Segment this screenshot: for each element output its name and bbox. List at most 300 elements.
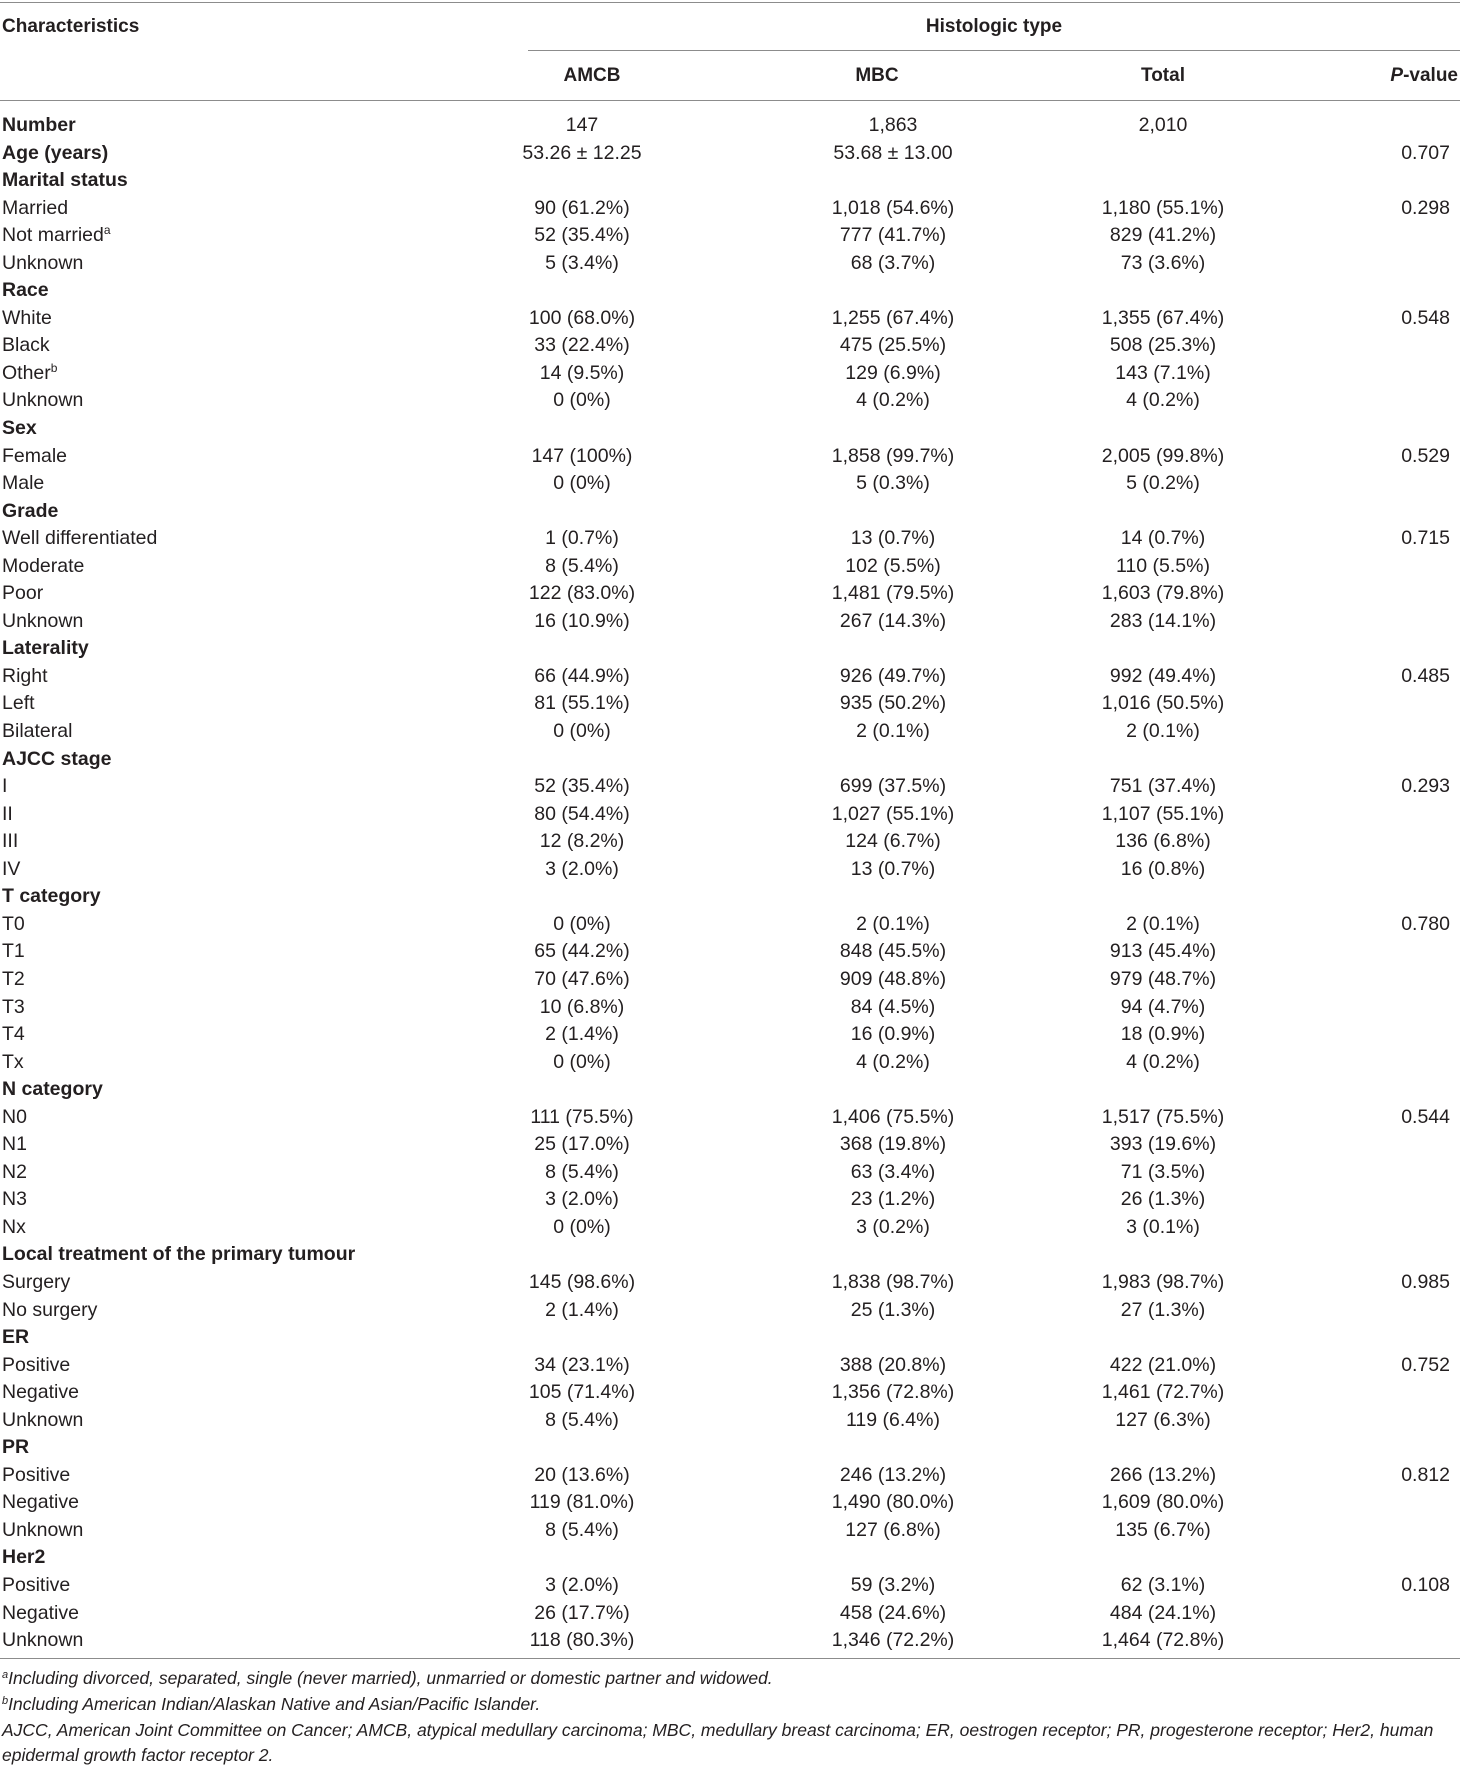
cell-value: 102 (5.5%) [845,554,941,577]
footnote-a [2,1668,773,1689]
row-label-text: Right [2,664,48,687]
header-col-total: Total [1141,65,1185,86]
table-group-row [0,1544,1460,1572]
cell-value: 145 (98.6%) [528,1270,636,1293]
group-label [2,1076,103,1104]
cell-value: 4 (0.2%) [856,389,930,412]
table-row [0,828,1460,856]
cell-value: 25 (1.3%) [850,1298,936,1321]
row-label-text: Grade [2,499,59,522]
cell-value: 1,490 (80.0%) [831,1491,955,1514]
row-label-text: IV [2,857,21,880]
row-label-text: N2 [2,1160,27,1183]
row-label-text: Unknown [2,1518,84,1541]
row-label-text: N1 [2,1133,27,1156]
row-label-text: Unknown [2,609,84,632]
table-group-row [0,635,1460,663]
row-label [2,1297,97,1325]
cell-value: 71 (3.5%) [1120,1160,1206,1183]
row-label-text: T3 [2,995,25,1018]
row-label-text: Her2 [2,1546,46,1569]
pvalue-cell: 0.108 [1401,1573,1450,1596]
cell-value: 1,464 (72.8%) [1101,1629,1225,1652]
row-label-text: T4 [2,1023,25,1046]
row-label [2,1159,27,1187]
cell-value: 147 (100%) [531,444,633,467]
group-label [2,635,89,663]
row-label-text: Number [2,114,76,136]
row-label [2,828,18,856]
cell-value: 458 (24.6%) [839,1601,947,1624]
cell-value: 1,018 (54.6%) [831,196,955,219]
group-label [2,883,101,911]
cell-value: 127 (6.8%) [845,1518,941,1541]
table-row [0,1104,1460,1132]
row-label [2,470,44,498]
row-label-text: T1 [2,940,25,963]
pvalue-cell: 0.812 [1401,1463,1450,1486]
row-label [2,1131,27,1159]
table-row [0,195,1460,223]
table-group-row [0,1434,1460,1462]
cell-value: 14 (9.5%) [539,361,625,384]
cell-value: 27 (1.3%) [1120,1298,1206,1321]
row-label [2,332,50,360]
pvalue-suffix: -value [1403,65,1458,86]
footnote-abbreviations-line1: AJCC, American Joint Committee on Cancer; AMCB, atypical medullary carcinoma; MBC, medullary breast carcinoma; ER, oestrogen receptor; PR, progesterone receptor; Her2, human [2,1720,1434,1740]
row-label [2,773,7,801]
row-label [2,856,20,884]
cell-value: 84 (4.5%) [850,995,936,1018]
cell-value: 63 (3.4%) [850,1160,936,1183]
cell-value: 52 (35.4%) [534,775,630,798]
cell-value: 26 (1.3%) [1120,1188,1206,1211]
table-row [0,608,1460,636]
row-label [2,250,83,278]
header-histologic-type: Histologic type [925,16,1063,37]
footnote-abbreviations-line2: epidermal growth factor receptor 2. [2,1745,274,1765]
row-label-text: Laterality [2,637,89,660]
header-characteristics: Characteristics [2,16,140,37]
table-row [0,856,1460,884]
row-label-text: Poor [2,582,44,605]
cell-value: 1,983 (98.7%) [1101,1270,1225,1293]
cell-value: 777 (41.7%) [839,224,947,247]
row-label [2,1104,27,1132]
cell-value: 829 (41.2%) [1109,224,1217,247]
cell-value: 0 (0%) [553,389,611,412]
row-label [2,1186,27,1214]
cell-value: 4 (0.2%) [1126,1050,1200,1073]
table-row [0,1352,1460,1380]
cell-value: 65 (44.2%) [534,940,630,963]
row-label [2,1462,70,1490]
row-label-text: T0 [2,912,25,935]
row-label-text: Negative [2,1601,79,1624]
row-label-text: Female [2,444,68,467]
cell-value: 2 (0.1%) [856,720,930,743]
table-row [0,1131,1460,1159]
row-label-text: Bilateral [2,720,73,743]
cell-value: 16 (0.8%) [1120,857,1206,880]
row-label-text: Age (years) [2,141,109,164]
cell-value: 80 (54.4%) [534,802,630,825]
row-label-text: AJCC stage [2,747,112,770]
cell-value: 0 (0%) [553,1215,611,1238]
row-label-text: Male [2,472,45,495]
cell-value: 33 (22.4%) [534,334,630,357]
cell-value: 0 (0%) [553,912,611,935]
row-label [2,1489,79,1517]
table-row [0,1297,1460,1325]
group-label [2,1544,45,1572]
cell-value: 1,180 (55.1%) [1101,196,1225,219]
table-group-row [0,277,1460,305]
header-col-amcb: AMCB [563,65,621,86]
table-row [0,1379,1460,1407]
row-label-text: Unknown [2,251,84,274]
cell-value: 12 (8.2%) [539,830,625,853]
histologic-type-underline [528,50,1460,51]
table-row [0,525,1460,553]
cell-value: 0 (0%) [553,1050,611,1073]
row-label [2,195,68,223]
cell-value: 3 (0.1%) [1126,1215,1200,1238]
header-col-pvalue [1390,65,1458,87]
cell-value: 1,107 (55.1%) [1101,802,1225,825]
cell-value: 1,863 [868,114,918,136]
cell-value: 118 (80.3%) [529,1629,635,1652]
row-label [2,1407,83,1435]
pvalue-cell: 0.298 [1401,196,1450,219]
cell-value: 979 (48.7%) [1109,967,1217,990]
table-row [0,994,1460,1022]
cell-value: 81 (55.1%) [534,692,630,715]
table-row [0,1600,1460,1628]
cell-value: 484 (24.1%) [1109,1601,1217,1624]
table-row [0,663,1460,691]
cell-value: 13 (0.7%) [850,857,936,880]
table-row [0,1572,1460,1600]
cell-value: 1,027 (55.1%) [831,802,955,825]
row-label [2,938,25,966]
cell-value: 18 (0.9%) [1120,1023,1206,1046]
group-label [2,1434,29,1462]
row-label [2,1021,25,1049]
table-group-row [0,167,1460,195]
pvalue-cell: 0.529 [1401,444,1450,467]
row-label-text: N0 [2,1105,27,1128]
row-label-text: Unknown [2,1408,84,1431]
row-label [2,580,43,608]
row-label [2,305,52,333]
cell-value: 0 (0%) [553,472,611,495]
cell-value: 73 (3.6%) [1120,251,1206,274]
cell-value: 4 (0.2%) [1126,389,1200,412]
cell-value: 53.68 ± 13.00 [833,141,953,164]
row-label [2,360,57,388]
row-label-text: Nx [2,1215,26,1238]
header-col-mbc: MBC [855,65,899,86]
row-label-text: Marital status [2,169,128,192]
cell-value: 10 (6.8%) [539,995,625,1018]
cell-value: 3 (2.0%) [545,1573,619,1596]
cell-value: 135 (6.7%) [1115,1518,1211,1541]
row-label [2,663,48,691]
group-label [2,415,37,443]
table-top-rule [0,2,1460,3]
footnote-b [2,1694,540,1715]
row-label-text: Moderate [2,554,85,577]
cell-value: 52 (35.4%) [534,224,630,247]
pvalue-cell: 0.715 [1401,527,1450,550]
cell-value: 127 (6.3%) [1115,1408,1211,1431]
row-label [2,911,25,939]
row-label-text: Not married [2,224,104,247]
footnote-marker: a [103,223,111,238]
cell-value: 59 (3.2%) [850,1573,936,1596]
cell-value: 70 (47.6%) [534,967,630,990]
row-label-text: Local treatment of the primary tumour [2,1243,356,1266]
table-group-row [0,1076,1460,1104]
cell-value: 5 (3.4%) [545,251,619,274]
cell-value: 992 (49.4%) [1109,664,1217,687]
pvalue-cell: 0.544 [1401,1105,1450,1128]
row-label [2,1379,79,1407]
row-label-text: Negative [2,1491,79,1514]
group-label [2,277,49,305]
cell-value: 2 (0.1%) [856,912,930,935]
pvalue-cell: 0.293 [1401,775,1450,798]
cell-value: 8 (5.4%) [545,1408,619,1431]
row-label-text: Married [2,196,69,219]
group-label [2,1324,29,1352]
cell-value: 2 (1.4%) [545,1023,619,1046]
cell-value: 267 (14.3%) [839,609,947,632]
cell-value: 14 (0.7%) [1120,527,1206,550]
cell-value: 751 (37.4%) [1109,775,1217,798]
row-label-text: No surgery [2,1298,98,1321]
row-label [2,1627,83,1655]
row-label [2,1049,24,1077]
pvalue-cell: 0.985 [1401,1270,1450,1293]
table-row [0,1269,1460,1297]
pvalue-cell: 0.707 [1401,141,1450,164]
row-label-text: Tx [2,1050,24,1073]
row-label [2,966,25,994]
table-row [0,690,1460,718]
cell-value: 53.26 ± 12.25 [522,141,642,164]
table-row [0,250,1460,278]
cell-value: 100 (68.0%) [528,306,636,329]
cell-value: 1,255 (67.4%) [831,306,955,329]
row-label-text: ER [2,1326,30,1349]
row-label [2,222,111,250]
table-row [0,911,1460,939]
row-label [2,690,35,718]
row-label [2,1352,70,1380]
cell-value: 1,406 (75.5%) [831,1105,955,1128]
table-row [0,773,1460,801]
cell-value: 508 (25.3%) [1109,334,1217,357]
cell-value: 94 (4.7%) [1120,995,1206,1018]
cell-value: 266 (13.2%) [1109,1463,1217,1486]
cell-value: 1,461 (72.7%) [1101,1381,1225,1404]
cell-value: 246 (13.2%) [839,1463,947,1486]
cell-value: 1 (0.7%) [545,527,619,550]
footnote-a-mark: a [2,1669,9,1681]
cell-value: 699 (37.5%) [839,775,947,798]
group-label [2,1241,355,1269]
row-label-text: Unknown [2,1629,84,1652]
table-row [0,470,1460,498]
cell-value: 111 (75.5%) [530,1105,634,1128]
cell-value: 20 (13.6%) [534,1463,630,1486]
row-label [2,387,83,415]
cell-value: 1,517 (75.5%) [1101,1105,1225,1128]
cell-value: 1,858 (99.7%) [831,444,955,467]
table-row [0,1627,1460,1655]
cell-value: 368 (19.8%) [839,1133,947,1156]
row-label-text: White [2,306,52,329]
table-row [0,1021,1460,1049]
table-group-row [0,415,1460,443]
cell-value: 8 (5.4%) [545,1160,619,1183]
row-label-text: Sex [2,417,37,440]
row-label-text: Negative [2,1381,79,1404]
cell-value: 0 (0%) [553,720,611,743]
table-row [0,1159,1460,1187]
table-row [0,718,1460,746]
row-label-text: N category [2,1078,103,1101]
row-label-text: Positive [2,1353,71,1376]
table-bottom-rule [0,1658,1460,1659]
table-row [0,1214,1460,1242]
table-row [0,966,1460,994]
row-label-text: Race [2,279,49,302]
footnote-marker: b [50,360,58,375]
cell-value: 119 (6.4%) [846,1408,940,1431]
row-label [2,1572,70,1600]
table-group-row [0,746,1460,774]
row-label-text: I [2,775,8,798]
cell-value: 147 [565,114,599,136]
cell-value: 23 (1.2%) [850,1188,936,1211]
pvalue-cell: 0.752 [1401,1353,1450,1376]
cell-value: 1,481 (79.5%) [831,582,955,605]
cell-value: 2 (1.4%) [545,1298,619,1321]
table-group-row [0,112,1460,140]
row-label [2,801,13,829]
cell-value: 34 (23.1%) [534,1353,630,1376]
cell-value: 1,609 (80.0%) [1101,1491,1225,1514]
cell-value: 68 (3.7%) [850,251,936,274]
table-body [0,112,1460,1655]
cell-value: 393 (19.6%) [1109,1133,1217,1156]
pvalue-cell: 0.548 [1401,306,1450,329]
group-label [2,112,76,140]
cell-value: 66 (44.9%) [534,664,630,687]
row-label [2,553,84,581]
table-row [0,1186,1460,1214]
row-label [2,1269,70,1297]
cell-value: 62 (3.1%) [1120,1573,1206,1596]
row-label-text: PR [2,1436,30,1459]
table-group-row [0,498,1460,526]
cell-value: 8 (5.4%) [545,554,619,577]
cell-value: 4 (0.2%) [856,1050,930,1073]
cell-value: 3 (2.0%) [545,1188,619,1211]
cell-value: 2,005 (99.8%) [1101,444,1225,467]
cell-value: 16 (10.9%) [534,609,630,632]
cell-value: 119 (81.0%) [529,1491,635,1514]
cell-value: 1,603 (79.8%) [1101,582,1225,605]
cell-value: 422 (21.0%) [1109,1353,1217,1376]
row-label-text: Black [2,334,50,357]
pvalue-cell: 0.485 [1401,664,1450,687]
row-label-text: Left [2,692,35,715]
row-label [2,608,83,636]
row-label-text: Other [2,361,51,384]
cell-value: 26 (17.7%) [534,1601,630,1624]
cell-value: 1,346 (72.2%) [831,1629,955,1652]
cell-value: 5 (0.2%) [1126,472,1200,495]
cell-value: 105 (71.4%) [528,1381,636,1404]
cell-value: 283 (14.1%) [1109,609,1217,632]
group-label [2,167,128,195]
cell-value: 8 (5.4%) [545,1518,619,1541]
row-label [2,443,67,471]
cell-value: 1,838 (98.7%) [831,1270,955,1293]
cell-value: 913 (45.4%) [1109,940,1217,963]
table-row [0,443,1460,471]
footnote-b-text: Including American Indian/Alaskan Native and Asian/Pacific Islander. [8,1694,541,1714]
row-label [2,1600,79,1628]
table-row [0,332,1460,360]
cell-value: 935 (50.2%) [839,692,947,715]
cell-value: 2 (0.1%) [1126,912,1200,935]
cell-value: 90 (61.2%) [534,196,630,219]
row-label-text: II [2,802,13,825]
footnote-a-text: Including divorced, separated, single (never married), unmarried or domestic partner and widowed. [8,1668,773,1688]
table-row [0,553,1460,581]
table-group-row [0,140,1460,168]
table-row [0,305,1460,333]
cell-value: 3 (0.2%) [856,1215,930,1238]
group-label [2,498,58,526]
cell-value: 5 (0.3%) [856,472,930,495]
pvalue-cell: 0.780 [1401,912,1450,935]
row-label [2,1214,26,1242]
row-label-text: N3 [2,1188,27,1211]
row-label-text: Positive [2,1463,71,1486]
cell-value: 143 (7.1%) [1115,361,1211,384]
row-label-text: III [2,830,19,853]
table-row [0,222,1460,250]
row-label-text: Positive [2,1573,71,1596]
row-label [2,1517,83,1545]
row-label-text: T2 [2,967,25,990]
cell-value: 3 (2.0%) [545,857,619,880]
row-label-text: T category [2,885,101,908]
table-row [0,360,1460,388]
footnote-b-mark: b [2,1695,9,1707]
row-label-text: Surgery [2,1270,71,1293]
table-row [0,580,1460,608]
table-row [0,801,1460,829]
table-row [0,938,1460,966]
cell-value: 110 (5.5%) [1116,554,1210,577]
